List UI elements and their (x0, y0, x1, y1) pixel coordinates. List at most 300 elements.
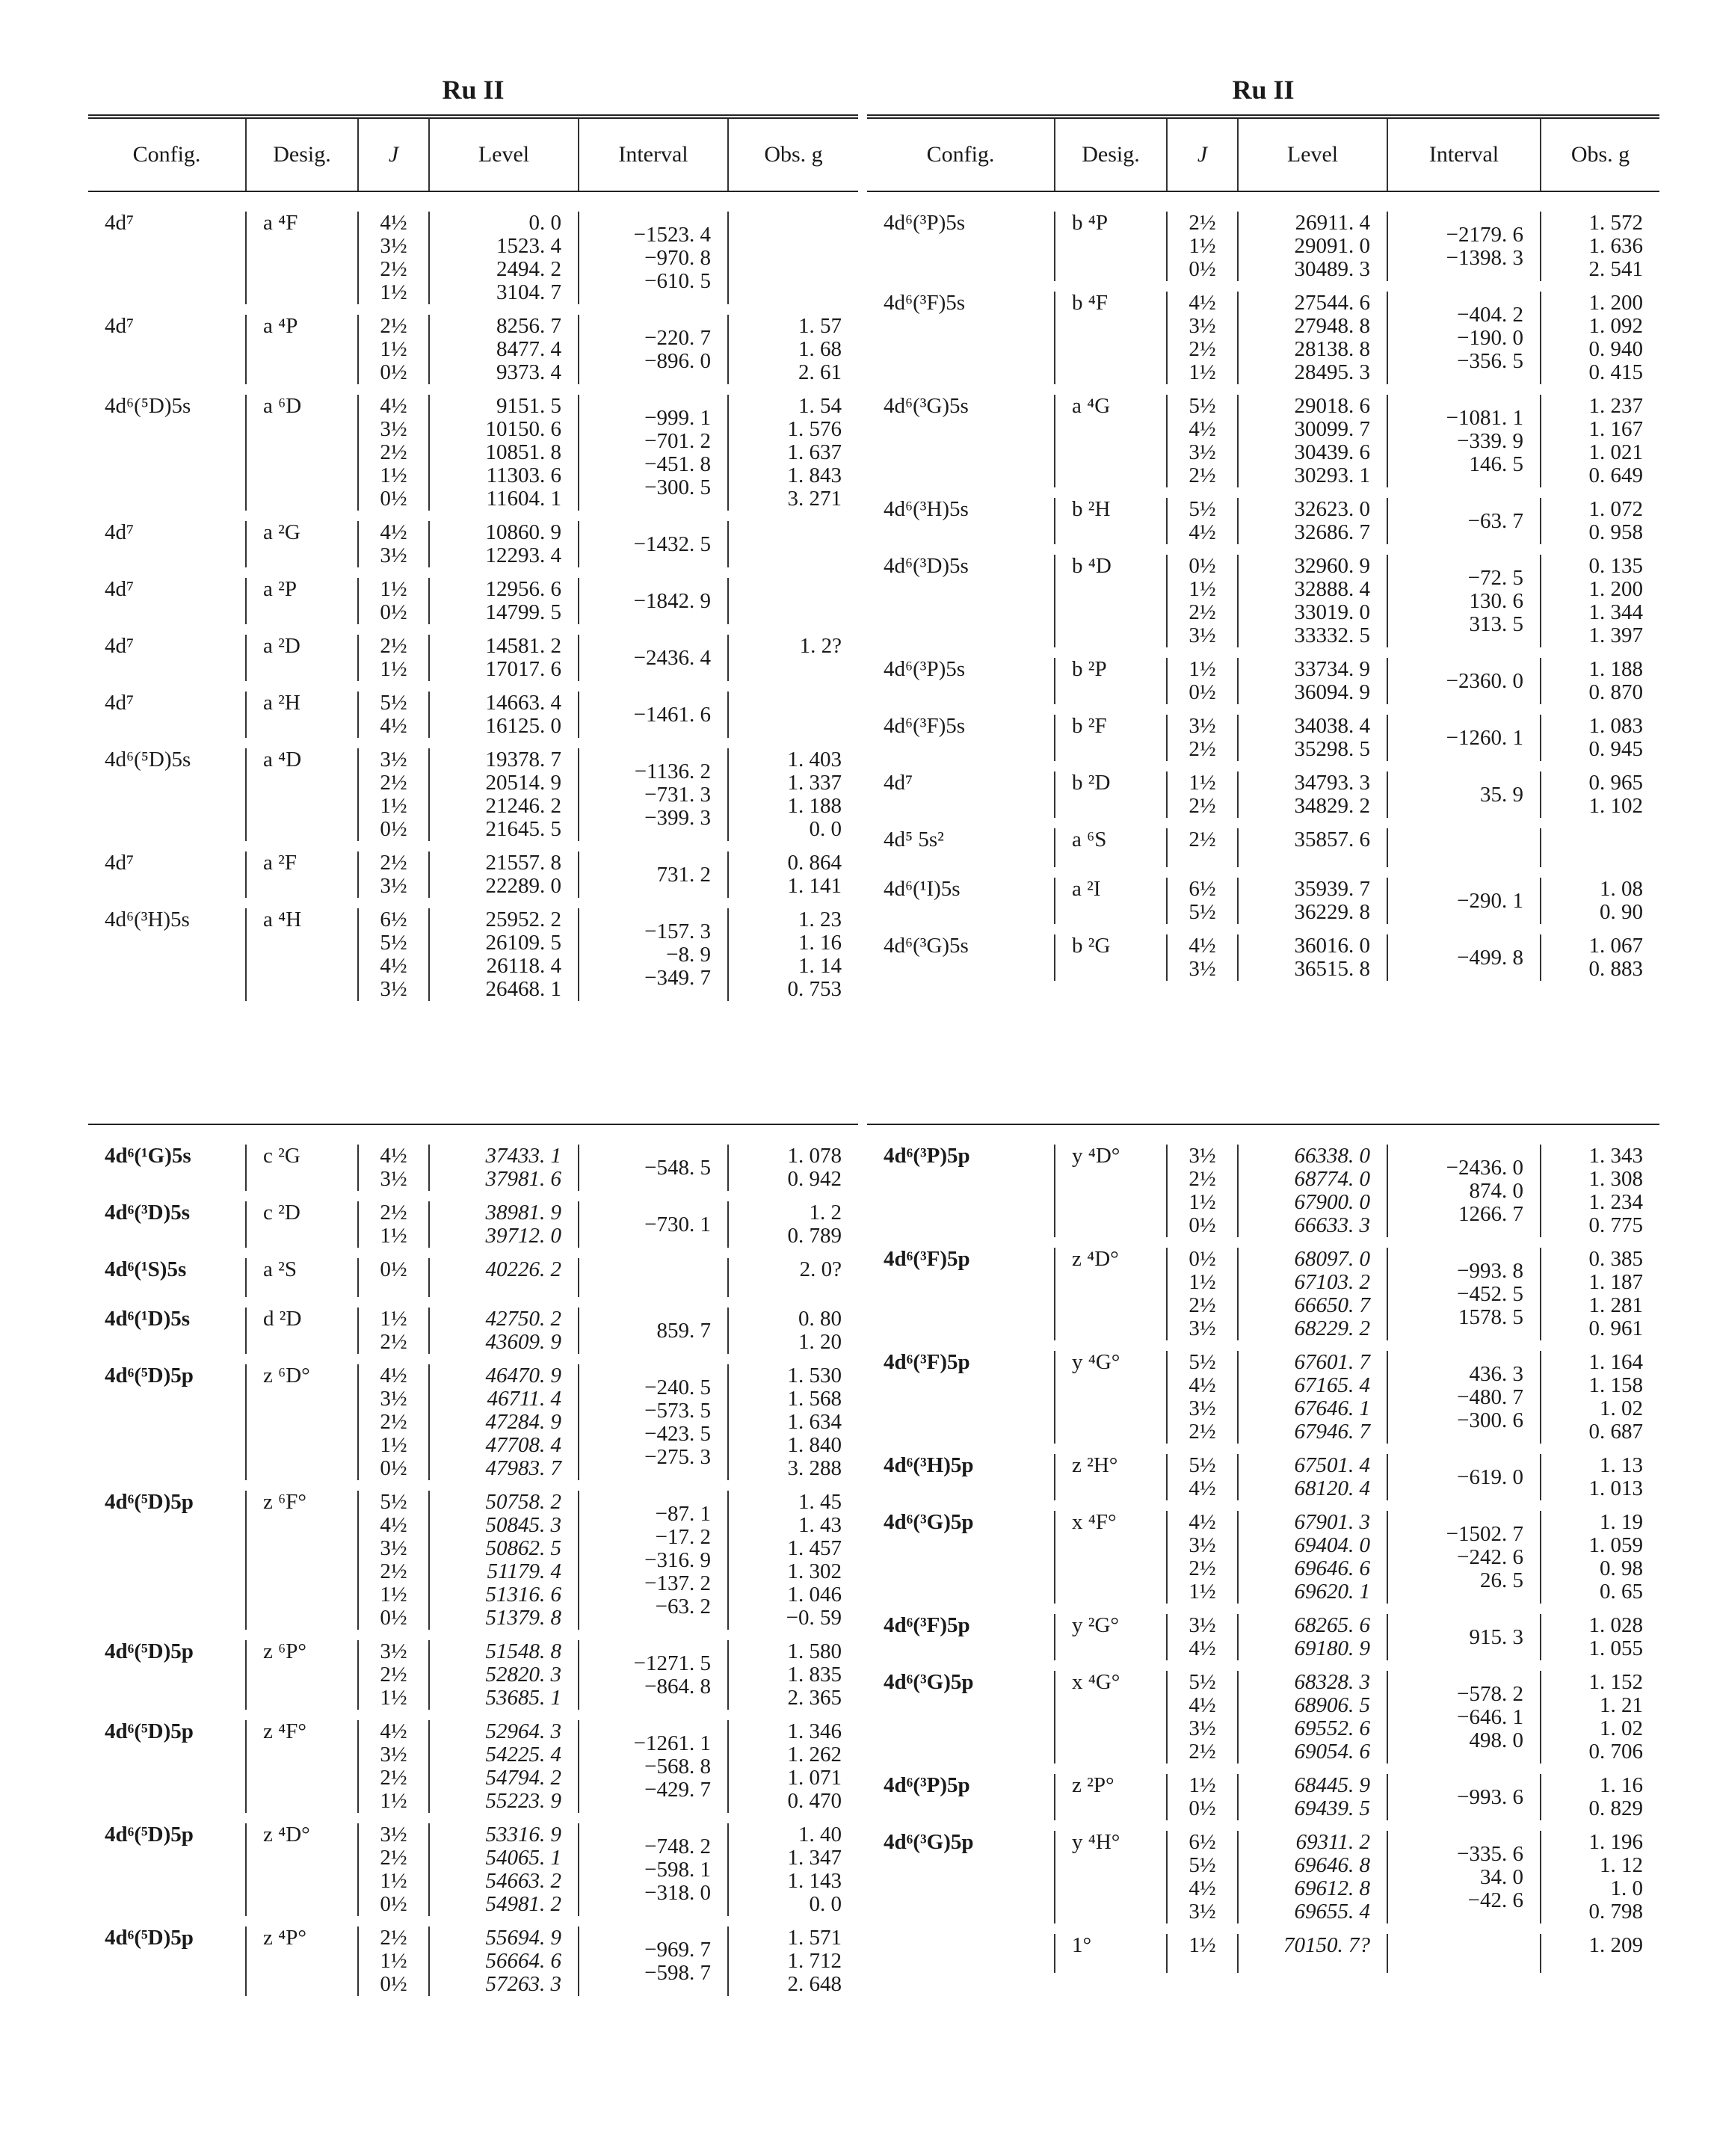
col-interval-header: Interval (1387, 119, 1540, 191)
interval-cell (578, 635, 727, 681)
interval-value: −8. 9 (666, 942, 711, 967)
g-factor-cell (1540, 395, 1659, 487)
g-factor-value: 1. 234 (1588, 1190, 1643, 1214)
level-cell (1237, 1934, 1387, 1973)
j-value: 4½ (380, 1144, 407, 1168)
g-factor-value: 0. 0 (809, 817, 842, 841)
level-value: 21246. 2 (485, 794, 561, 818)
g-factor-cell (727, 1201, 858, 1248)
term-group (867, 715, 1659, 761)
j-value: 1½ (380, 1949, 407, 1973)
g-factor-value: 3. 271 (787, 487, 842, 511)
j-value: 2½ (1189, 1740, 1216, 1764)
j-cell (1166, 1831, 1237, 1924)
level-value: 54794. 2 (485, 1766, 561, 1790)
j-value: 3½ (1189, 1144, 1216, 1168)
interval-cell (1387, 1248, 1540, 1340)
j-value: 3½ (380, 234, 407, 258)
term-group (867, 555, 1659, 647)
interval-value: −242. 6 (1457, 1544, 1523, 1569)
j-value: 2½ (380, 851, 407, 875)
level-value: 36229. 8 (1294, 900, 1370, 924)
j-cell (357, 395, 428, 511)
g-factor-value: 1. 840 (787, 1433, 842, 1457)
level-cell (428, 1926, 578, 1996)
j-value: 0½ (1189, 1213, 1216, 1237)
level-value: 26468. 1 (485, 977, 561, 1001)
level-cell (428, 692, 578, 738)
config-cell: 4d⁶(⁵D)5p (105, 1364, 194, 1387)
j-value: 3½ (380, 748, 407, 771)
interval-value: −157. 3 (644, 919, 711, 943)
config-cell: 4d⁷ (105, 314, 135, 338)
term-group (88, 1145, 858, 1191)
level-cell (1237, 1511, 1387, 1604)
g-factor-value: 1. 187 (1588, 1270, 1643, 1294)
level-value: 68265. 6 (1294, 1613, 1370, 1637)
level-value: 34038. 4 (1294, 714, 1370, 738)
level-value: 68906. 5 (1294, 1693, 1370, 1717)
interval-value: −335. 6 (1457, 1841, 1523, 1866)
designation-cell: a ²I (1054, 878, 1166, 924)
g-factor-value: 1. 637 (787, 440, 842, 464)
config-cell: 4d⁶(³F)5p (884, 1613, 970, 1637)
interval-value: 859. 7 (656, 1318, 711, 1343)
j-value: 4½ (380, 954, 407, 978)
config-cell: 4d⁶(³G)5p (884, 1510, 974, 1534)
j-value: 1½ (1189, 360, 1216, 384)
level-value: 66338. 0 (1294, 1144, 1370, 1168)
g-factor-value: 0. 961 (1588, 1316, 1643, 1340)
level-cell (1237, 878, 1387, 924)
j-value: 3½ (380, 1167, 407, 1191)
config-cell: 4d⁶(³F)5s (884, 291, 966, 315)
level-value: 30439. 6 (1294, 440, 1370, 464)
level-value: 66633. 3 (1294, 1213, 1370, 1237)
interval-value: −548. 5 (644, 1155, 711, 1180)
g-factor-value: 1. 23 (798, 908, 842, 931)
j-cell (357, 1201, 428, 1248)
interval-value: −290. 1 (1457, 888, 1523, 913)
g-factor-value: 0. 775 (1588, 1213, 1643, 1237)
interval-value: −499. 8 (1457, 945, 1523, 970)
j-value: 2½ (380, 1663, 407, 1687)
level-value: 50862. 5 (485, 1536, 561, 1560)
designation-cell: z ⁴D° (245, 1823, 357, 1916)
g-factor-value: 1. 083 (1588, 714, 1643, 738)
g-factor-cell (727, 578, 858, 624)
level-value: 12956. 6 (485, 577, 561, 601)
config-cell: 4d⁶(³D)5s (884, 554, 969, 578)
col-j-header: J (1166, 119, 1237, 191)
interval-cell (578, 1926, 727, 1996)
g-factor-value: 0. 883 (1588, 957, 1643, 981)
j-value: 0½ (380, 487, 407, 511)
interval-value: −1081. 1 (1446, 405, 1523, 430)
term-group (867, 828, 1659, 867)
g-factor-cell (727, 1308, 858, 1354)
interval-value: −1461. 6 (633, 702, 711, 727)
g-factor-value: 1. 237 (1588, 394, 1643, 418)
j-value: 6½ (380, 908, 407, 931)
j-value: 1½ (1189, 234, 1216, 258)
j-value: 3½ (1189, 1613, 1216, 1637)
j-value: 2½ (1189, 794, 1216, 818)
term-group (88, 1364, 858, 1480)
j-value: 6½ (1189, 877, 1216, 901)
level-value: 47983. 7 (485, 1456, 561, 1480)
interval-value: −63. 2 (655, 1594, 711, 1618)
interval-value: 1266. 7 (1458, 1201, 1523, 1226)
g-factor-value: 0. 90 (1600, 900, 1643, 924)
interval-value: 874. 0 (1469, 1178, 1523, 1203)
interval-value: 313. 5 (1469, 612, 1523, 636)
g-factor-cell (727, 1364, 858, 1480)
g-factor-value: 0. 470 (787, 1789, 842, 1813)
col-config-header: Config. (926, 142, 995, 167)
g-factor-value: 1. 12 (1600, 1853, 1643, 1877)
g-factor-cell (727, 1491, 858, 1630)
j-cell (357, 1720, 428, 1813)
g-factor-value: 1. 262 (787, 1743, 842, 1767)
level-value: 52820. 3 (485, 1663, 561, 1687)
j-cell (357, 1926, 428, 1996)
designation-cell: b ⁴F (1054, 292, 1166, 384)
g-factor-value: 1. 20 (798, 1330, 842, 1354)
config-cell: 4d⁶(³H)5p (884, 1453, 974, 1477)
g-factor-value: 0. 945 (1588, 737, 1643, 761)
j-cell (1166, 1614, 1237, 1660)
level-value: 69612. 8 (1294, 1876, 1370, 1900)
g-factor-value: 1. 343 (1588, 1144, 1643, 1168)
level-value: 53685. 1 (485, 1686, 561, 1710)
j-value: 4½ (1189, 1693, 1216, 1717)
j-value: 0½ (380, 1892, 407, 1916)
designation-cell: x ⁴F° (1054, 1511, 1166, 1604)
designation-cell: z ²P° (1054, 1774, 1166, 1820)
level-value: 56664. 6 (485, 1949, 561, 1973)
left-table (88, 71, 858, 2006)
term-group (867, 1145, 1659, 1237)
j-value: 1½ (1189, 657, 1216, 681)
config-cell: 4d⁶(³P)5p (884, 1773, 970, 1797)
col-level-header: Level (1237, 119, 1387, 191)
g-factor-value: 1. 141 (787, 874, 842, 898)
interval-value: −452. 5 (1457, 1281, 1523, 1306)
interval-value: −429. 7 (644, 1777, 711, 1802)
interval-value: −480. 7 (1457, 1385, 1523, 1409)
level-value: 35857. 6 (1294, 828, 1370, 851)
level-value: 25952. 2 (485, 908, 561, 931)
designation-cell: y ²G° (1054, 1614, 1166, 1660)
g-factor-value: 1. 530 (787, 1364, 842, 1387)
j-value: 2½ (1189, 1556, 1216, 1580)
g-factor-cell (1540, 658, 1659, 704)
g-factor-cell (1540, 1454, 1659, 1500)
level-value: 54225. 4 (485, 1743, 561, 1767)
config-cell: 4d⁶(³G)5p (884, 1670, 974, 1694)
config-cell: 4d⁶(¹G)5s (105, 1144, 191, 1168)
interval-value: −731. 3 (644, 782, 711, 807)
interval-value: −1842. 9 (633, 588, 711, 613)
designation-cell: z ²H° (1054, 1454, 1166, 1500)
designation-cell: b ²G (1054, 934, 1166, 981)
j-value: 2½ (380, 1926, 407, 1950)
g-factor-value: 2. 648 (787, 1972, 842, 1996)
interval-cell (1387, 1831, 1540, 1924)
level-value: 0. 0 (528, 211, 561, 235)
interval-cell (1387, 1145, 1540, 1237)
config-cell: 4d⁶(³P)5s (884, 657, 966, 681)
page-heading-left: Ru II (442, 75, 505, 105)
j-value: 5½ (1189, 1853, 1216, 1877)
interval-cell (578, 1201, 727, 1248)
level-value: 28495. 3 (1294, 360, 1370, 384)
col-desig-header: Desig. (245, 119, 357, 191)
interval-value: −970. 8 (644, 245, 711, 270)
level-value: 9373. 4 (496, 360, 561, 384)
level-value: 27544. 6 (1294, 291, 1370, 315)
g-factor-value: 1. 346 (787, 1719, 842, 1743)
designation-cell: d ²D (245, 1308, 357, 1354)
j-value: 3½ (1189, 1316, 1216, 1340)
level-value: 51179. 4 (487, 1559, 561, 1583)
interval-cell (1387, 1511, 1540, 1604)
level-value: 33332. 5 (1294, 623, 1370, 647)
level-value: 47284. 9 (485, 1410, 561, 1434)
j-cell (357, 1640, 428, 1710)
interval-value: −399. 3 (644, 805, 711, 830)
level-value: 50758. 2 (485, 1490, 561, 1514)
g-factor-value: 1. 308 (1588, 1167, 1643, 1191)
designation-cell: a ⁴D (245, 748, 357, 841)
term-group (867, 658, 1659, 704)
j-cell (357, 635, 428, 681)
interval-value: −72. 5 (1467, 565, 1523, 590)
g-factor-cell (727, 851, 858, 898)
level-value: 10150. 6 (485, 417, 561, 441)
g-factor-value: 0. 940 (1588, 337, 1643, 361)
term-group (867, 1248, 1659, 1340)
config-cell: 4d⁶(⁵D)5p (105, 1490, 194, 1514)
interval-cell (578, 1640, 727, 1710)
level-value: 10851. 8 (485, 440, 561, 464)
level-cell (428, 1364, 578, 1480)
g-factor-value: 1. 059 (1588, 1533, 1643, 1557)
j-cell (357, 1145, 428, 1191)
config-cell: 4d⁶(³G)5s (884, 934, 969, 958)
j-value: 3½ (380, 1536, 407, 1560)
j-value: 1½ (380, 657, 407, 681)
level-value: 2494. 2 (496, 257, 561, 281)
config-cell: 4d⁵ 5s² (884, 828, 944, 851)
j-cell (1166, 1934, 1237, 1973)
j-value: 3½ (1189, 957, 1216, 981)
g-factor-value: 0. 649 (1588, 463, 1643, 487)
config-cell: 4d⁶(⁵D)5p (105, 1823, 194, 1847)
g-factor-cell (1540, 828, 1659, 867)
j-cell (1166, 658, 1237, 704)
j-cell (1166, 555, 1237, 647)
level-value: 28138. 8 (1294, 337, 1370, 361)
interval-value: −63. 7 (1467, 508, 1523, 533)
j-value: 3½ (1189, 714, 1216, 738)
j-cell (357, 1308, 428, 1354)
level-value: 36515. 8 (1294, 957, 1370, 981)
level-value: 26109. 5 (485, 931, 561, 955)
g-factor-value: 0. 98 (1600, 1556, 1643, 1580)
designation-cell: a ²F (245, 851, 357, 898)
level-value: 37981. 6 (485, 1167, 561, 1191)
config-cell: 4d⁶(¹D)5s (105, 1307, 191, 1331)
level-value: 11303. 6 (486, 463, 561, 487)
j-value: 4½ (380, 520, 407, 544)
interval-value: −619. 0 (1457, 1464, 1523, 1489)
level-value: 9151. 5 (496, 394, 561, 418)
g-factor-value: 1. 188 (1588, 657, 1643, 681)
interval-value: 436. 3 (1469, 1361, 1523, 1386)
page-heading-right: Ru II (1232, 75, 1295, 105)
g-factor-value: 1. 092 (1588, 314, 1643, 338)
level-value: 21645. 5 (485, 817, 561, 841)
g-factor-value: 1. 028 (1588, 1613, 1643, 1637)
level-value: 20514. 9 (485, 771, 561, 795)
j-value: 1½ (1189, 1270, 1216, 1294)
j-cell (357, 1364, 428, 1480)
term-group (88, 1926, 858, 1996)
interval-cell (578, 1145, 727, 1191)
j-value: 1½ (380, 1307, 407, 1331)
j-value: 1½ (380, 577, 407, 601)
j-cell (1166, 1671, 1237, 1764)
j-value: 5½ (380, 691, 407, 715)
interval-value: −896. 0 (644, 348, 711, 373)
level-cell (428, 1491, 578, 1630)
g-factor-value: 1. 68 (798, 337, 842, 361)
interval-cell (578, 748, 727, 841)
term-group (867, 771, 1659, 818)
j-value: 2½ (1189, 1293, 1216, 1317)
level-value: 32686. 7 (1294, 520, 1370, 544)
j-value: 3½ (1189, 314, 1216, 338)
level-value: 68097. 0 (1294, 1247, 1370, 1271)
interval-value: −318. 0 (644, 1880, 711, 1905)
j-value: 2½ (380, 1201, 407, 1225)
level-value: 10860. 9 (485, 520, 561, 544)
interval-cell (1387, 1934, 1540, 1973)
g-factor-value: 0. 958 (1588, 520, 1643, 544)
level-cell (1237, 715, 1387, 761)
j-value: 3½ (1189, 1396, 1216, 1420)
g-factor-value: 1. 835 (787, 1663, 842, 1687)
level-value: 55694. 9 (485, 1926, 561, 1950)
interval-value: 146. 5 (1469, 452, 1523, 476)
level-value: 46470. 9 (485, 1364, 561, 1387)
interval-cell (1387, 1671, 1540, 1764)
level-value: 30099. 7 (1294, 417, 1370, 441)
g-factor-value: 1. 580 (787, 1639, 842, 1663)
config-cell: 4d⁷ (105, 851, 135, 875)
interval-value: −404. 2 (1457, 302, 1523, 327)
level-value: 47708. 4 (485, 1433, 561, 1457)
interval-value: −610. 5 (644, 268, 711, 293)
g-factor-cell (727, 395, 858, 511)
j-cell (1166, 292, 1237, 384)
level-value: 67646. 1 (1294, 1396, 1370, 1420)
interval-value: 34. 0 (1480, 1864, 1523, 1889)
j-value: 2½ (1189, 463, 1216, 487)
j-value: 3½ (380, 1387, 407, 1411)
interval-value: −993. 6 (1457, 1784, 1523, 1809)
level-value: 39712. 0 (485, 1224, 561, 1248)
col-g-header: Obs. g (727, 119, 858, 191)
level-value: 67901. 3 (1294, 1510, 1370, 1534)
level-cell (428, 521, 578, 567)
designation-cell: z ⁴P° (245, 1926, 357, 1996)
j-value: 3½ (1189, 440, 1216, 464)
level-value: 42750. 2 (485, 1307, 561, 1331)
g-factor-value: 1. 843 (787, 463, 842, 487)
level-value: 27948. 8 (1294, 314, 1370, 338)
designation-cell: a ⁶D (245, 395, 357, 511)
g-factor-value: 0. 687 (1588, 1420, 1643, 1444)
interval-value: −1261. 1 (633, 1731, 711, 1755)
interval-value: −1502. 7 (1446, 1521, 1523, 1546)
level-value: 43609. 9 (485, 1330, 561, 1354)
j-cell (1166, 934, 1237, 981)
g-factor-value: 1. 302 (787, 1559, 842, 1583)
g-factor-value: 2. 365 (787, 1686, 842, 1710)
g-factor-value: 1. 067 (1588, 934, 1643, 958)
j-value: 1½ (1189, 577, 1216, 601)
level-value: 32960. 9 (1294, 554, 1370, 578)
interval-cell (1387, 771, 1540, 818)
level-cell (428, 635, 578, 681)
j-value: 2½ (1189, 337, 1216, 361)
g-factor-value: 1. 57 (798, 314, 842, 338)
level-cell (428, 908, 578, 1001)
term-group (867, 1671, 1659, 1764)
interval-value: −220. 7 (644, 325, 711, 350)
level-value: 36094. 9 (1294, 680, 1370, 704)
level-value: 30489. 3 (1294, 257, 1370, 281)
interval-cell (578, 1258, 727, 1297)
g-factor-cell (727, 1823, 858, 1916)
g-factor-value: 0. 0 (809, 1892, 842, 1916)
j-value: 3½ (380, 874, 407, 898)
interval-value: −423. 5 (644, 1421, 711, 1446)
config-cell: 4d⁶(³D)5s (105, 1201, 191, 1225)
j-value: 0½ (1189, 1796, 1216, 1820)
level-value: 37433. 1 (485, 1144, 561, 1168)
level-cell (1237, 1671, 1387, 1764)
interval-value: −993. 8 (1457, 1258, 1523, 1283)
j-cell (357, 748, 428, 841)
term-group (88, 212, 858, 304)
level-value: 54065. 1 (485, 1846, 561, 1870)
term-group (867, 395, 1659, 487)
g-factor-value: 1. 16 (1600, 1773, 1643, 1797)
term-group (88, 1491, 858, 1630)
interval-cell (578, 1720, 727, 1813)
j-cell (1166, 1511, 1237, 1604)
level-value: 34829. 2 (1294, 794, 1370, 818)
j-value: 3½ (380, 1823, 407, 1847)
level-cell (1237, 1454, 1387, 1500)
j-cell (1166, 1351, 1237, 1444)
g-factor-value: 1. 143 (787, 1869, 842, 1893)
interval-value: −598. 1 (644, 1857, 711, 1882)
